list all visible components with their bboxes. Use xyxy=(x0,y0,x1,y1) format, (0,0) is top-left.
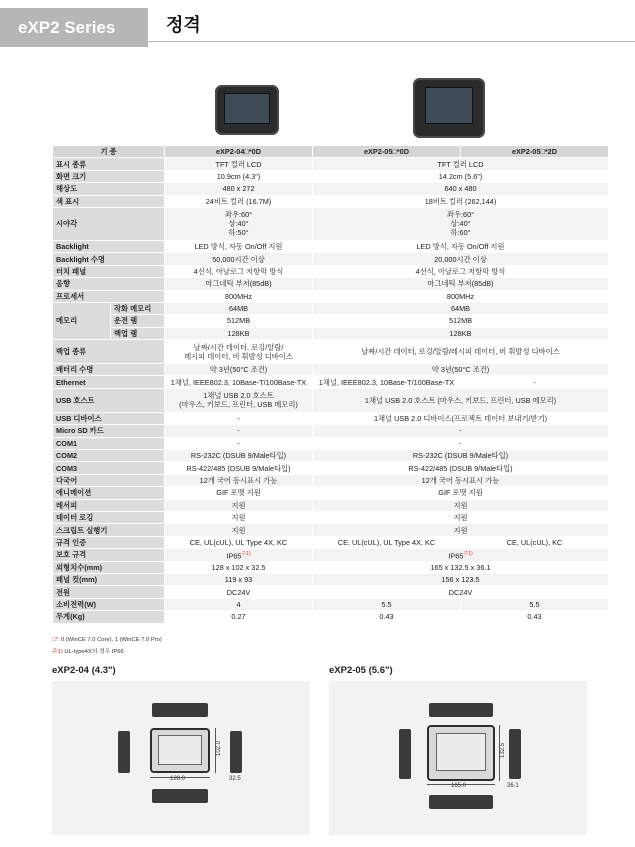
product-image-exp2-05 xyxy=(413,78,485,138)
side-view-right xyxy=(509,729,521,779)
table-row: 무게(Kg) 0.27 0.43 0.43 xyxy=(53,611,609,623)
dimension-height: 132.5 xyxy=(500,743,506,759)
table-row: USB 호스트 1채널 USB 2.0 호스트 (마우스, 키보드, 프린터, USB 메모리) 1채널 USB 2.0 호스트 (마우스, 키보드, 프린터, USB 메모리) xyxy=(53,388,609,412)
table-row: COM2 RS-232C (DSUB 9/Male타입) RS-232C (DSUB 9/Male타입) xyxy=(53,450,609,462)
table-row: 백업 종류 날짜/시간 데이터, 로깅/알람/ 레시피 데이터, 비 휘발성 디바이스 날짜/시간 데이터, 로깅/알람/레시피 데이터, 비 휘발성 디바이스 xyxy=(53,340,609,364)
header-exp2-04: eXP2-04□*0D xyxy=(165,146,313,158)
table-row: 터치 패널 4선식, 아날로그 저항막 방식 4선식, 아날로그 저항막 방식 xyxy=(53,265,609,277)
table-header-row xyxy=(53,146,609,158)
side-view-left xyxy=(118,731,130,773)
table-row: 프로세서 800MHz 800MHz xyxy=(53,290,609,302)
table-row: 메모리 작화 메모리 64MB 64MB xyxy=(53,302,609,314)
drawing-title-exp2-05: eXP2-05 (5.6") xyxy=(329,665,393,676)
side-view-left xyxy=(399,729,411,779)
top-view xyxy=(152,703,208,717)
table-row: 소비전력(W) 4 5.5 5.5 xyxy=(53,598,609,610)
table-row: 외형치수(mm) 128 x 102 x 32.5 165 x 132.5 x 36.1 xyxy=(53,561,609,573)
dimension-depth: 36.1 xyxy=(507,783,519,789)
table-row: Micro SD 카드 - - xyxy=(53,425,609,437)
title-rule xyxy=(148,41,635,42)
header-exp2-05-0d: eXP2-05□*0D xyxy=(313,146,461,158)
top-view xyxy=(429,703,493,717)
front-view xyxy=(427,725,495,781)
bottom-view xyxy=(152,789,208,803)
footnote-ip: 주1) UL-type4X의 경우 IP66 xyxy=(52,649,124,655)
dimension-depth: 32.5 xyxy=(229,776,241,782)
table-row: Backlight LED 방식, 자동 On/Off 지원 LED 방식, 자동 On/Off 지원 xyxy=(53,240,609,252)
table-row: 해상도 480 x 272 640 x 480 xyxy=(53,183,609,195)
table-row: 다국어 12개 국어 동시표시 가능 12개 국어 동시표시 가능 xyxy=(53,474,609,486)
page-title: 정격 xyxy=(166,15,201,36)
table-row: Ethernet 1채널, IEEE802.3, 10Base-T/100Base-TX 1채널, IEEE802.3, 10Base-T/100Base-TX - xyxy=(53,376,609,388)
table-row: 규격 인증 CE, UL(cUL), UL Type 4X, KC CE, UL(cUL), UL Type 4X, KC CE, UL(cUL), KC xyxy=(53,536,609,548)
table-row: 패널 컷(mm) 119 x 93 156 x 123.5 xyxy=(53,573,609,585)
table-row: Backlight 수명 50,000시간 이상 20,000시간 이상 xyxy=(53,253,609,265)
table-row: 색 표시 24비트 컬러 (16.7M) 18비트 컬러 (262,144) xyxy=(53,195,609,207)
header-model: 기 종 xyxy=(53,146,165,158)
table-row: 표시 종류 TFT 컬러 LCD TFT 컬러 LCD xyxy=(53,158,609,170)
table-row: 화면 크기 10.9cm (4.3") 14.2cm (5.6") xyxy=(53,170,609,182)
front-view xyxy=(150,728,210,773)
table-row: 운전 램 512MB 512MB xyxy=(53,315,609,327)
dimension-width: 128.0 xyxy=(170,776,186,782)
spec-table xyxy=(52,145,609,624)
product-image-exp2-04 xyxy=(215,85,279,135)
series-label: eXP2 Series xyxy=(0,8,148,47)
table-row: 스크립트 실행기 지원 지원 xyxy=(53,524,609,536)
table-row: 보호 규격 $IP65^{주1)}$ $IP65^{주1)}$ xyxy=(53,549,609,561)
dimension-width: 165.0 xyxy=(451,783,467,789)
table-row: 데이터 로깅 지원 지원 xyxy=(53,511,609,523)
table-row: 전원 DC24V DC24V xyxy=(53,586,609,598)
table-row: 애니메이션 GIF 포맷 지원 GIF 포맷 지원 xyxy=(53,487,609,499)
dimension-drawing-exp2-04 xyxy=(52,681,310,835)
table-row: 시야각 좌우:60° 상:40° 하:50° 좌우:60° 상:40° 하:60° xyxy=(53,207,609,240)
dimension-height: 102.0 xyxy=(216,741,222,757)
table-row: 백업 램 128KB 128KB xyxy=(53,327,609,339)
bottom-view xyxy=(429,795,493,809)
side-view-right xyxy=(230,731,242,773)
table-row: 레서피 지원 지원 xyxy=(53,499,609,511)
table-row: USB 디바이스 - 1채널 USB 2.0 디바이스(프로젝트 데이터 보내기/받기) xyxy=(53,412,609,424)
header-exp2-05-2d: eXP2-05□*2D xyxy=(461,146,609,158)
table-row: COM3 RS-422/485 (DSUB 9/Male타입) RS-422/485 (DSUB 9/Male타입) xyxy=(53,462,609,474)
table-row: COM1 - - xyxy=(53,437,609,449)
table-row: 배터리 수명 약 3년(50°C 조건) 약 3년(50°C 조건) xyxy=(53,364,609,376)
footnote-model: □*: 0 (WinCE 7.0 Core), 1 (WinCE 7.0 Pro) xyxy=(52,637,162,643)
drawing-title-exp2-04: eXP2-04 (4.3") xyxy=(52,665,116,676)
table-row: 음향 마그네틱 부저(85dB) 마그네틱 부저(85dB) xyxy=(53,278,609,290)
dimension-drawing-exp2-05 xyxy=(329,681,587,835)
